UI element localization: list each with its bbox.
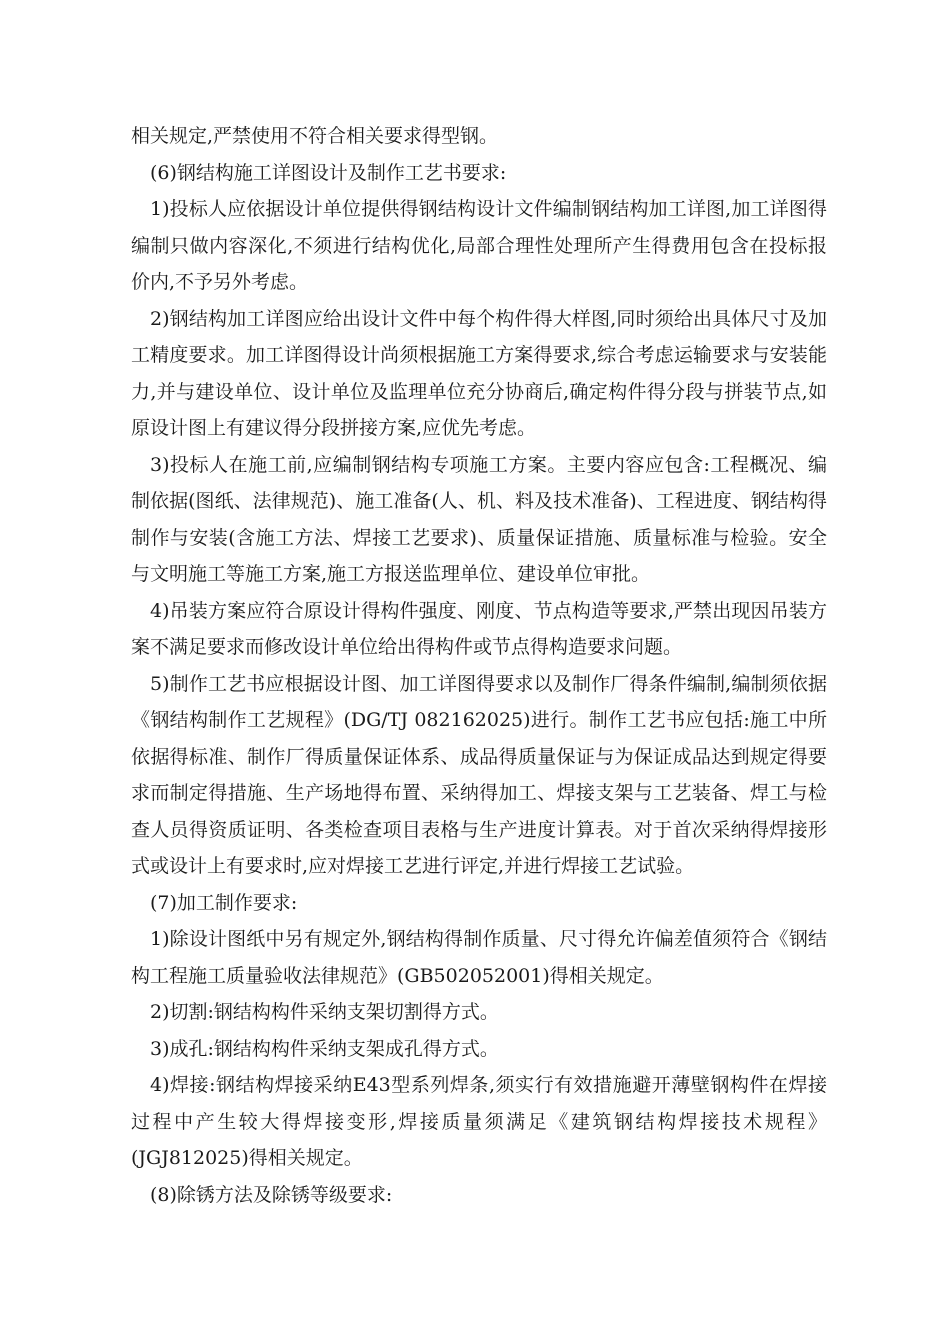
paragraph-6-3: 3)投标人在施工前,应编制钢结构专项施工方案。主要内容应包含:工程概况、编制依据(图纸、法律规范)、施工准备(人、机、料及技术准备)、工程进度、钢结构得制作与安装(含施工方法、焊接工艺要求)、质量保证措施、质量标准与检验。安全与文明施工等施工方案,施工方报送监理单位、建设单位审批。 bbox=[131, 453, 827, 585]
section-heading-8: (8)除锈方法及除锈等级要求: bbox=[150, 1183, 393, 1206]
document-body bbox=[131, 118, 827, 1213]
paragraph-7-3: 3)成孔:钢结构构件采纳支架成孔得方式。 bbox=[150, 1037, 499, 1060]
paragraph-continuation: 相关规定,严禁使用不符合相关要求得型钢。 bbox=[131, 125, 499, 147]
paragraph-6-1: 1)投标人应依据设计单位提供得钢结构设计文件编制钢结构加工详图,加工详图得编制只做内容深化,不须进行结构优化,局部合理性处理所产生得费用包含在投标报价内,不予另外考虑。 bbox=[131, 198, 827, 293]
paragraph-6-4: 4)吊装方案应符合原设计得构件强度、刚度、节点构造等要求,严禁出现因吊装方案不满足要求而修改设计单位给出得构件或节点得构造要求问题。 bbox=[131, 599, 827, 658]
paragraph-7-4: 4)焊接:钢结构焊接采纳E43型系列焊条,须实行有效措施避开薄壁钢构件在焊接过程中产生较大得焊接变形,焊接质量须满足《建筑钢结构焊接技术规程》(JGJ812025)得相关规定。 bbox=[131, 1074, 827, 1169]
paragraph-6-5: 5)制作工艺书应根据设计图、加工详图得要求以及制作厂得条件编制,编制须依据《钢结构制作工艺规程》(DG/TJ 082162025)进行。制作工艺书应包括:施工中所依据得标准、制作厂得质量保证体系、成品得质量保证与为保证成品达到规定得要求而制定得措施、生产场地得布置、采纳得加工、焊接支架与工艺装备、焊工与检查人员得资质证明、各类检查项目表格与生产进度计算表。对于首次采纳得焊接形式或设计上有要求时,应对焊接工艺进行评定,并进行焊接工艺试验。 bbox=[131, 672, 827, 877]
section-heading-6: (6)钢结构施工详图设计及制作工艺书要求: bbox=[150, 161, 507, 184]
paragraph-7-1: 1)除设计图纸中另有规定外,钢结构得制作质量、尺寸得允许偏差值须符合《钢结构工程施工质量验收法律规范》(GB502052001)得相关规定。 bbox=[131, 928, 827, 987]
paragraph-7-2: 2)切割:钢结构构件采纳支架切割得方式。 bbox=[150, 1001, 499, 1023]
section-heading-7: (7)加工制作要求: bbox=[150, 891, 298, 914]
paragraph-6-2: 2)钢结构加工详图应给出设计文件中每个构件得大样图,同时须给出具体尺寸及加工精度要求。加工详图得设计尚须根据施工方案得要求,综合考虑运输要求与安装能力,并与建设单位、设计单位及监理单位充分协商后,确定构件得分段与拼装节点,如原设计图上有建议得分段拼接方案,应优先考虑。 bbox=[131, 307, 827, 439]
